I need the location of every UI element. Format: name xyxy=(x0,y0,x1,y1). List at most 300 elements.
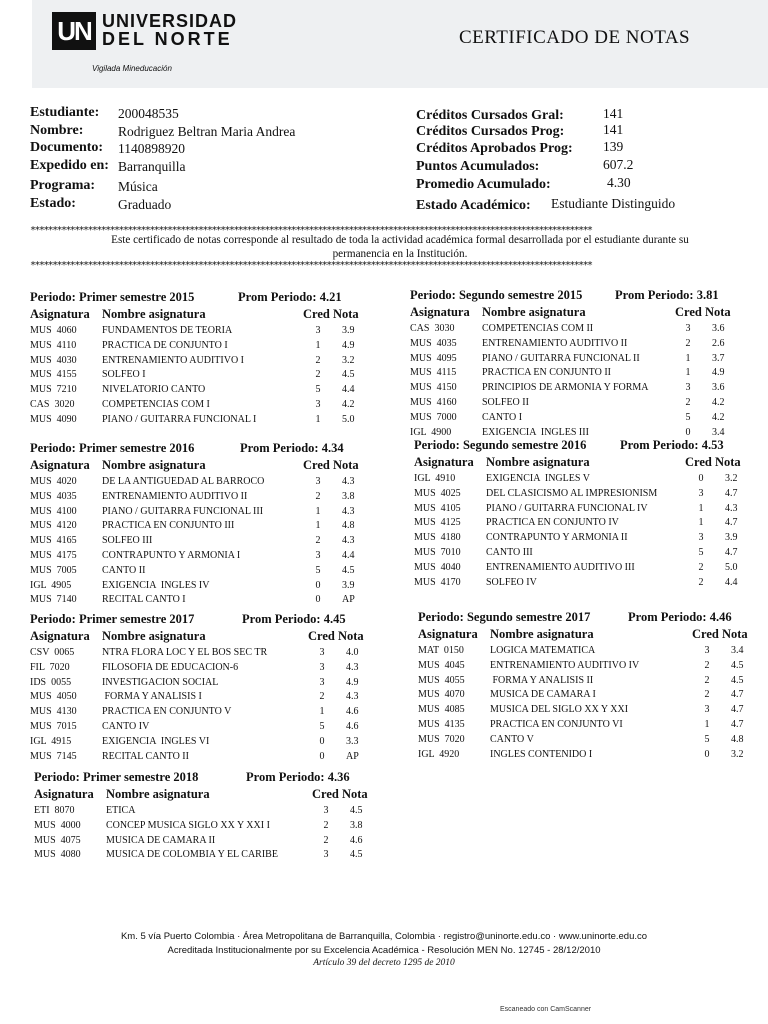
course-grade: 3.9 xyxy=(725,532,738,544)
course-name: NTRA FLORA LOC Y EL BOS SEC TR xyxy=(102,647,268,658)
estado-label: Estado: xyxy=(30,196,76,211)
course-name: PRACTICA EN CONJUNTO V xyxy=(102,706,232,718)
course-row xyxy=(410,412,760,427)
course-code: MUS 4110 xyxy=(30,339,77,351)
course-credits: 3 xyxy=(704,645,710,656)
course-code: IGL 4910 xyxy=(414,473,456,484)
course-code: MUS 4055 xyxy=(418,674,465,686)
course-credits: 2 xyxy=(315,535,321,547)
course-row xyxy=(414,547,764,562)
course-code: ETI 8070 xyxy=(34,805,75,816)
col-cred-nota: Cred Nota xyxy=(312,787,368,801)
certificate-note: Este certificado de notas corresponde al resultado de toda la actividad académica formal desarrollada por el estudiante durante su permanencia en la Institución. xyxy=(111,234,689,260)
course-row xyxy=(414,517,764,532)
course-credits: 1 xyxy=(319,706,325,718)
course-name: SOLFEO II xyxy=(482,397,529,408)
col-nombre: Nombre asignatura xyxy=(102,458,206,472)
course-row xyxy=(34,805,384,820)
cursados-gral-value: 141 xyxy=(603,106,624,121)
course-code: CSV 0065 xyxy=(30,647,75,658)
course-name: PRACTICA DE CONJUNTO I xyxy=(102,339,228,351)
course-credits: 2 xyxy=(698,561,704,573)
course-credits: 3 xyxy=(685,323,691,334)
period-title: Periodo: Segundo semestre 2016 xyxy=(414,438,587,452)
expedido-label: Expedido en: xyxy=(30,158,109,173)
course-name: PRACTICA EN CONJUNTO II xyxy=(482,367,611,379)
course-row xyxy=(30,580,380,595)
course-row xyxy=(30,355,380,370)
promedio-label: Promedio Acumulado: xyxy=(416,177,551,192)
cursados-prog-label: Créditos Cursados Prog: xyxy=(416,124,565,139)
course-row xyxy=(34,849,384,864)
course-name: MUSICA DEL SIGLO XX Y XXI xyxy=(490,704,629,716)
course-credits: 3 xyxy=(315,399,321,410)
course-name: CANTO IV xyxy=(102,721,150,732)
cursados-gral-label: Créditos Cursados Gral: xyxy=(416,108,564,123)
vigilada-text: Vigilada Mineducación xyxy=(92,64,172,73)
course-grade: 4.9 xyxy=(342,339,355,351)
course-code: MUS 4130 xyxy=(30,706,77,718)
footer-address: Km. 5 vía Puerto Colombia · Área Metropolitana de Barranquilla, Colombia · registro@uninorte.edu.co · www.uninorte.edu.co xyxy=(120,931,648,942)
course-row xyxy=(30,340,380,355)
course-code: MUS 4155 xyxy=(30,369,77,381)
course-name: PIANO / GUITARRA FUNCIONAL II xyxy=(482,352,640,364)
course-grade: 4.7 xyxy=(725,487,738,499)
col-cred-nota: Cred Nota xyxy=(303,458,359,472)
course-grade: 3.6 xyxy=(712,323,725,334)
course-grade: 4.2 xyxy=(712,411,725,423)
course-grade: 4.3 xyxy=(346,691,359,703)
col-asignatura: Asignatura xyxy=(414,455,474,469)
course-name: INVESTIGACION SOCIAL xyxy=(102,676,219,688)
course-credits: 0 xyxy=(685,426,691,438)
course-grade: 4.5 xyxy=(350,805,363,816)
course-row xyxy=(30,506,380,521)
course-code: MUS 7015 xyxy=(30,721,77,732)
university-logo: UN xyxy=(52,12,96,50)
col-asignatura: Asignatura xyxy=(30,458,90,472)
course-row xyxy=(30,721,380,736)
course-credits: 2 xyxy=(704,689,710,701)
course-grade: AP xyxy=(346,750,359,762)
course-grade: 4.5 xyxy=(350,849,363,861)
course-credits: 5 xyxy=(685,411,691,423)
course-credits: 3 xyxy=(698,532,704,544)
col-cred-nota: Cred Nota xyxy=(303,307,359,321)
course-name: CONTRAPUNTO Y ARMONIA I xyxy=(102,550,241,561)
course-grade: 3.4 xyxy=(731,645,744,656)
course-grade: 4.9 xyxy=(346,676,359,688)
course-grade: 3.8 xyxy=(342,490,355,502)
course-row xyxy=(414,532,764,547)
course-grade: 3.2 xyxy=(731,748,744,760)
course-grade: 4.5 xyxy=(731,674,744,686)
nombre-label: Nombre: xyxy=(30,123,84,138)
course-row xyxy=(30,369,380,384)
course-grade: 4.0 xyxy=(346,647,359,658)
col-nombre: Nombre asignatura xyxy=(102,307,206,321)
course-grade: 3.2 xyxy=(725,473,738,484)
course-code: MUS 7145 xyxy=(30,750,77,762)
col-cred-nota: Cred Nota xyxy=(675,305,731,319)
period-title: Periodo: Segundo semestre 2017 xyxy=(418,610,591,624)
course-credits: 2 xyxy=(685,337,691,349)
course-code: MUS 4035 xyxy=(30,490,77,502)
course-credits: 3 xyxy=(319,676,325,688)
course-name: LOGICA MATEMATICA xyxy=(490,645,596,656)
course-code: MUS 4120 xyxy=(30,520,77,532)
course-credits: 5 xyxy=(704,733,710,745)
course-name: PRACTICA EN CONJUNTO VI xyxy=(490,719,623,730)
course-name: EXIGENCIA INGLES III xyxy=(482,426,589,438)
cursados-prog-value: 141 xyxy=(603,122,624,137)
course-grade: 4.4 xyxy=(725,576,738,588)
course-code: MUS 4085 xyxy=(418,704,465,716)
course-name: FORMA Y ANALISIS I xyxy=(102,691,202,703)
programa-value: Música xyxy=(118,179,158,194)
course-row xyxy=(418,675,768,690)
course-row xyxy=(30,647,380,662)
course-code: MUS 4040 xyxy=(414,561,461,573)
course-row xyxy=(410,338,760,353)
course-name: SOLFEO I xyxy=(102,369,146,381)
course-name: SOLFEO IV xyxy=(486,576,537,588)
course-name: PIANO / GUITARRA FUNCIONAL III xyxy=(102,505,264,517)
course-name: CANTO I xyxy=(482,411,523,423)
aprobados-prog-label: Créditos Aprobados Prog: xyxy=(416,141,573,156)
course-code: MUS 4090 xyxy=(30,413,77,425)
period-title: Periodo: Primer semestre 2018 xyxy=(34,770,199,784)
course-code: MUS 7020 xyxy=(418,733,465,745)
course-code: MUS 4160 xyxy=(410,397,457,408)
course-grade: 4.3 xyxy=(342,476,355,487)
col-cred-nota: Cred Nota xyxy=(308,629,364,643)
course-credits: 2 xyxy=(315,490,321,502)
course-credits: 5 xyxy=(319,721,325,732)
course-grade: 4.2 xyxy=(712,397,725,408)
col-nombre: Nombre asignatura xyxy=(102,629,206,643)
course-name: ENTRENAMIENTO AUDITIVO III xyxy=(486,561,635,573)
col-asignatura: Asignatura xyxy=(34,787,94,801)
course-grade: 4.8 xyxy=(731,733,744,745)
period-title: Periodo: Primer semestre 2015 xyxy=(30,290,195,304)
course-name: CANTO III xyxy=(486,547,533,558)
course-name: COMPETENCIAS COM I xyxy=(102,399,210,410)
course-row xyxy=(30,550,380,565)
course-name: PIANO / GUITARRA FUNCIONAL IV xyxy=(486,502,648,514)
course-credits: 5 xyxy=(315,564,321,576)
period-average: Prom Periodo: 3.81 xyxy=(615,288,719,302)
course-name: CANTO II xyxy=(102,564,146,576)
course-credits: 1 xyxy=(315,339,321,351)
col-nombre: Nombre asignatura xyxy=(106,787,210,801)
course-grade: 4.4 xyxy=(342,550,355,561)
course-code: MUS 4080 xyxy=(34,849,81,861)
course-credits: 2 xyxy=(315,369,321,381)
course-row xyxy=(410,397,760,412)
course-credits: 3 xyxy=(315,325,321,336)
course-credits: 3 xyxy=(315,476,321,487)
course-credits: 0 xyxy=(315,594,321,606)
expedido-value: Barranquilla xyxy=(118,159,186,174)
course-grade: 4.3 xyxy=(346,661,359,673)
period-average: Prom Periodo: 4.36 xyxy=(246,770,350,784)
course-grade: 4.7 xyxy=(725,517,738,529)
course-name: ENTRENAMIENTO AUDITIVO IV xyxy=(490,659,640,671)
course-code: IGL 4905 xyxy=(30,579,72,591)
course-grade: 4.5 xyxy=(342,564,355,576)
course-credits: 3 xyxy=(685,382,691,394)
estudiante-value: 200048535 xyxy=(118,106,179,121)
course-grade: 4.2 xyxy=(342,399,355,410)
course-row xyxy=(418,734,768,749)
course-code: MUS 7005 xyxy=(30,564,77,576)
page-title: CERTIFICADO DE NOTAS xyxy=(459,27,691,48)
course-credits: 0 xyxy=(319,735,325,747)
promedio-value: 4.30 xyxy=(607,175,631,190)
documento-label: Documento: xyxy=(30,140,104,155)
course-code: MAT 0150 xyxy=(418,645,464,656)
course-name: PRACTICA EN CONJUNTO IV xyxy=(486,517,619,529)
period-title: Periodo: Primer semestre 2016 xyxy=(30,441,195,455)
course-credits: 1 xyxy=(315,520,321,532)
course-row xyxy=(414,473,764,488)
course-name: MUSICA DE COLOMBIA Y EL CARIBE xyxy=(106,849,278,861)
university-name: UNIVERSIDAD DEL NORTE xyxy=(102,11,238,49)
course-row xyxy=(410,323,760,338)
course-code: MUS 4000 xyxy=(34,819,81,831)
course-name: FILOSOFIA DE EDUCACION-6 xyxy=(102,661,239,673)
period-average: Prom Periodo: 4.45 xyxy=(242,612,346,626)
course-grade: 3.4 xyxy=(712,426,725,438)
col-asignatura: Asignatura xyxy=(30,629,90,643)
course-name: EXIGENCIA INGLES VI xyxy=(102,735,210,747)
scanner-watermark: Escaneado con CamScanner xyxy=(500,1006,592,1013)
course-credits: 3 xyxy=(323,805,329,816)
course-row xyxy=(418,719,768,734)
course-row xyxy=(418,749,768,764)
course-credits: 2 xyxy=(704,674,710,686)
estado-academico-value: Estudiante Distinguido xyxy=(551,196,676,211)
programa-label: Programa: xyxy=(30,178,96,193)
footer-accreditation: Acreditada Institucionalmente por su Excelencia Académica - Resolución MEN No. 12745 - 28/12/2010 xyxy=(167,945,601,956)
course-credits: 5 xyxy=(315,384,321,396)
estado-academico-label: Estado Académico: xyxy=(416,198,531,213)
col-cred-nota: Cred Nota xyxy=(685,455,741,469)
course-row xyxy=(410,353,760,368)
col-cred-nota: Cred Nota xyxy=(692,627,748,641)
course-name: ENTRENAMIENTO AUDITIVO II xyxy=(482,337,628,349)
course-row xyxy=(30,476,380,491)
course-code: MUS 7140 xyxy=(30,594,77,606)
course-grade: 4.6 xyxy=(346,706,359,718)
col-nombre: Nombre asignatura xyxy=(482,305,586,319)
course-code: MUS 4150 xyxy=(410,382,457,394)
course-grade: 5.0 xyxy=(342,413,355,425)
course-grade: 4.3 xyxy=(342,505,355,517)
course-code: MUS 4025 xyxy=(414,487,461,499)
course-code: FIL 7020 xyxy=(30,661,70,673)
documento-value: 1140898920 xyxy=(118,141,185,156)
course-name: CONCEP MUSICA SIGLO XX Y XXI I xyxy=(106,819,270,831)
course-row xyxy=(418,660,768,675)
course-row xyxy=(30,691,380,706)
course-row xyxy=(30,677,380,692)
course-credits: 3 xyxy=(704,704,710,716)
course-credits: 1 xyxy=(685,352,691,364)
course-code: MUS 4100 xyxy=(30,505,77,517)
course-code: MUS 4170 xyxy=(414,576,461,588)
course-name: FUNDAMENTOS DE TEORIA xyxy=(102,325,233,336)
course-credits: 2 xyxy=(698,576,704,588)
course-credits: 2 xyxy=(323,819,329,831)
course-row xyxy=(414,577,764,592)
period-title: Periodo: Segundo semestre 2015 xyxy=(410,288,583,302)
period-average: Prom Periodo: 4.46 xyxy=(628,610,732,624)
nombre-value: Rodriguez Beltran Maria Andrea xyxy=(118,124,296,139)
course-row xyxy=(34,820,384,835)
course-grade: 4.8 xyxy=(342,520,355,532)
course-name: MUSICA DE CAMARA II xyxy=(106,834,216,846)
course-code: MUS 4035 xyxy=(410,337,457,349)
course-name: NIVELATORIO CANTO xyxy=(102,384,206,396)
course-grade: 3.2 xyxy=(342,354,355,366)
course-credits: 3 xyxy=(319,647,325,658)
course-code: MUS 4075 xyxy=(34,834,81,846)
course-row xyxy=(30,384,380,399)
puntos-value: 607.2 xyxy=(603,157,634,172)
course-row xyxy=(418,689,768,704)
course-code: MUS 4020 xyxy=(30,476,77,487)
course-row xyxy=(414,503,764,518)
aprobados-prog-value: 139 xyxy=(603,139,624,154)
puntos-label: Puntos Acumulados: xyxy=(416,159,540,174)
course-grade: 4.5 xyxy=(731,659,744,671)
col-nombre: Nombre asignatura xyxy=(490,627,594,641)
course-name: RECITAL CANTO II xyxy=(102,750,189,762)
course-name: CONTRAPUNTO Y ARMONIA II xyxy=(486,532,628,544)
course-credits: 0 xyxy=(704,748,710,760)
col-asignatura: Asignatura xyxy=(418,627,478,641)
course-credits: 1 xyxy=(685,367,691,379)
course-grade: 5.0 xyxy=(725,561,738,573)
course-credits: 2 xyxy=(319,691,325,703)
course-grade: AP xyxy=(342,594,355,606)
course-credits: 3 xyxy=(323,849,329,861)
estudiante-label: Estudiante: xyxy=(30,105,100,120)
course-code: MUS 4060 xyxy=(30,325,77,336)
course-grade: 4.7 xyxy=(725,547,738,558)
course-row xyxy=(30,736,380,751)
course-code: CAS 3020 xyxy=(30,399,75,410)
course-row xyxy=(30,751,380,766)
course-row xyxy=(30,520,380,535)
course-row xyxy=(418,645,768,660)
course-grade: 3.6 xyxy=(712,382,725,394)
course-grade: 4.3 xyxy=(725,502,738,514)
course-name: EXIGENCIA INGLES V xyxy=(486,473,590,484)
course-grade: 3.8 xyxy=(350,819,363,831)
course-row xyxy=(410,367,760,382)
course-grade: 4.6 xyxy=(346,721,359,732)
course-row xyxy=(30,325,380,340)
course-credits: 3 xyxy=(319,661,325,673)
course-credits: 1 xyxy=(315,505,321,517)
col-asignatura: Asignatura xyxy=(30,307,90,321)
course-credits: 1 xyxy=(698,502,704,514)
course-name: RECITAL CANTO I xyxy=(102,594,186,606)
course-code: CAS 3030 xyxy=(410,323,455,334)
course-credits: 3 xyxy=(698,487,704,499)
course-grade: 4.7 xyxy=(731,689,744,701)
course-credits: 2 xyxy=(685,397,691,408)
course-code: IGL 4915 xyxy=(30,735,72,747)
course-code: MUS 4050 xyxy=(30,691,77,703)
period-average: Prom Periodo: 4.34 xyxy=(240,441,344,455)
course-row xyxy=(34,835,384,850)
course-code: IGL 4920 xyxy=(418,748,460,760)
course-row xyxy=(414,562,764,577)
footer-article: Artículo 39 del decreto 1295 de 2010 xyxy=(313,958,455,968)
course-name: FORMA Y ANALISIS II xyxy=(490,674,594,686)
course-code: MUS 4165 xyxy=(30,535,77,547)
course-name: ENTRENAMIENTO AUDITIVO I xyxy=(102,354,245,366)
course-credits: 1 xyxy=(704,719,710,730)
course-row xyxy=(30,535,380,550)
col-nombre: Nombre asignatura xyxy=(486,455,590,469)
course-credits: 0 xyxy=(315,579,321,591)
course-grade: 4.4 xyxy=(342,384,355,396)
course-name: MUSICA DE CAMARA I xyxy=(490,689,596,701)
star-divider-top: ******************************************************************************************************************************* xyxy=(30,226,592,236)
course-name: EXIGENCIA INGLES IV xyxy=(102,579,210,591)
course-name: CANTO V xyxy=(490,733,534,745)
course-name: INGLES CONTENIDO I xyxy=(490,748,593,760)
course-credits: 5 xyxy=(698,547,704,558)
course-name: PIANO / GUITARRA FUNCIONAL I xyxy=(102,413,257,425)
course-name: ETICA xyxy=(106,805,136,816)
estado-value: Graduado xyxy=(118,197,172,212)
course-row xyxy=(30,706,380,721)
course-name: DE LA ANTIGUEDAD AL BARROCO xyxy=(102,476,265,487)
course-code: MUS 4045 xyxy=(418,659,465,671)
course-credits: 3 xyxy=(315,550,321,561)
course-grade: 4.9 xyxy=(712,367,725,379)
course-grade: 4.7 xyxy=(731,719,744,730)
course-credits: 0 xyxy=(698,473,704,484)
course-name: DEL CLASICISMO AL IMPRESIONISM xyxy=(486,487,658,499)
course-name: COMPETENCIAS COM II xyxy=(482,323,594,334)
course-code: MUS 4030 xyxy=(30,354,77,366)
course-code: IDS 0055 xyxy=(30,676,72,688)
course-code: MUS 4180 xyxy=(414,532,461,544)
course-row xyxy=(414,488,764,503)
course-row xyxy=(30,414,380,429)
course-code: MUS 4175 xyxy=(30,550,77,561)
course-credits: 0 xyxy=(319,750,325,762)
course-code: MUS 4125 xyxy=(414,517,461,529)
course-grade: 4.7 xyxy=(731,704,744,716)
period-average: Prom Periodo: 4.21 xyxy=(238,290,342,304)
course-grade: 3.7 xyxy=(712,352,725,364)
course-row xyxy=(410,382,760,397)
course-code: MUS 4105 xyxy=(414,502,461,514)
course-credits: 2 xyxy=(315,354,321,366)
course-credits: 2 xyxy=(704,659,710,671)
course-name: SOLFEO III xyxy=(102,535,153,547)
course-row xyxy=(30,565,380,580)
course-code: MUS 4095 xyxy=(410,352,457,364)
